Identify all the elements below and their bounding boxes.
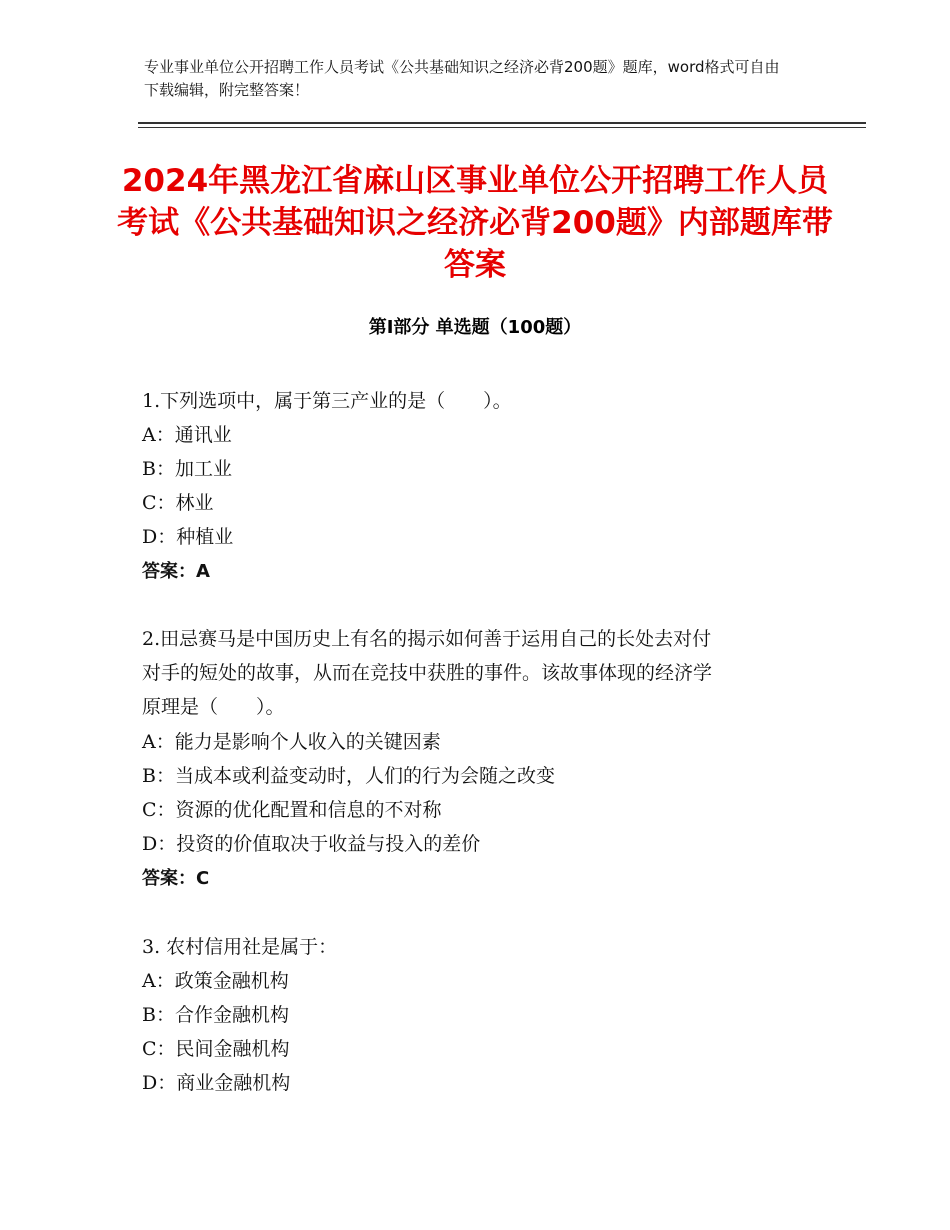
question-1-option-b: B：加工业	[142, 458, 232, 480]
question-2-answer: 答案：C	[142, 868, 210, 889]
question-1-option-a: A：通讯业	[142, 424, 232, 446]
question-2-stem-line-1: 2.田忌赛马是中国历史上有名的揭示如何善于运用自己的长处去对付	[142, 628, 712, 650]
question-3-option-a: A：政策金融机构	[142, 970, 289, 992]
question-2-option-c: C：资源的优化配置和信息的不对称	[142, 799, 442, 821]
question-3-option-b: B：合作金融机构	[142, 1004, 289, 1026]
question-1-option-d: D：种植业	[142, 526, 234, 548]
question-3-option-c: C：民间金融机构	[142, 1038, 290, 1060]
question-3-option-d: D：商业金融机构	[142, 1072, 291, 1094]
header-rule-thick	[138, 122, 866, 124]
question-1-stem: 1.下列选项中，属于第三产业的是（ ）。	[142, 390, 512, 412]
question-1-answer: 答案：A	[142, 561, 210, 582]
question-3-stem: 3. 农村信用社是属于：	[142, 936, 338, 958]
header-rule-thin	[138, 127, 866, 128]
question-2-stem-line-3: 原理是（ ）。	[142, 696, 285, 718]
question-2-option-b: B：当成本或利益变动时，人们的行为会随之改变	[142, 765, 555, 787]
document-title: 2024年黑龙江省麻山区事业单位公开招聘工作人员考试《公共基础知识之经济必背200题》内部题库带答案	[117, 163, 833, 283]
question-2-option-a: A：能力是影响个人收入的关键因素	[142, 731, 441, 753]
question-2-stem-line-2: 对手的短处的故事，从而在竞技中获胜的事件。该故事体现的经济学	[142, 662, 713, 684]
question-1-option-c: C：林业	[142, 492, 214, 514]
section-heading: 第Ⅰ部分 单选题（100题）	[368, 317, 582, 338]
question-2-option-d: D：投资的价值取决于收益与投入的差价	[142, 833, 481, 855]
header-note: 专业事业单位公开招聘工作人员考试《公共基础知识之经济必背200题》题库，word格式可自由下载编辑，附完整答案！	[144, 58, 780, 99]
